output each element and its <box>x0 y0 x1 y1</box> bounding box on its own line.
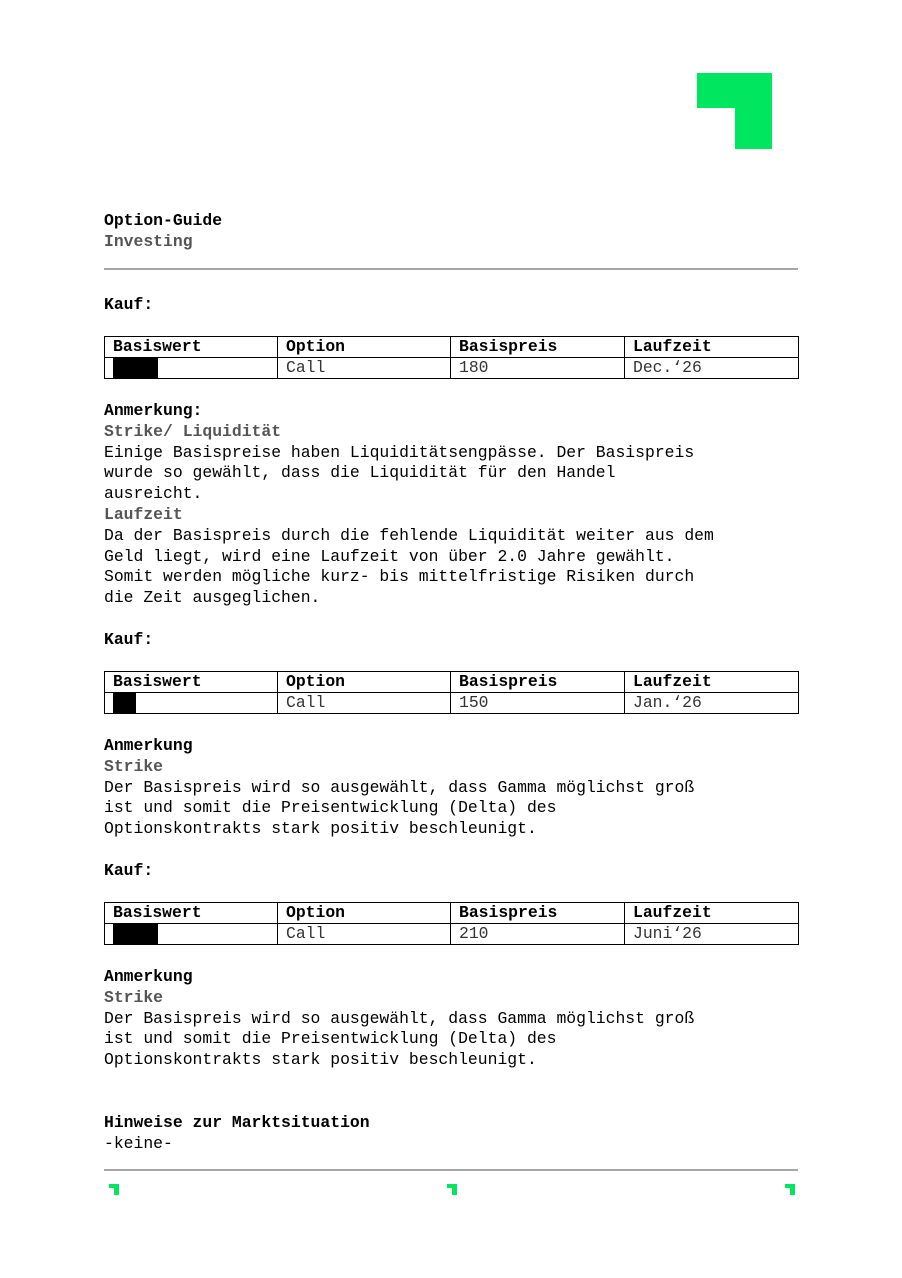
document-title: Option-Guide <box>104 211 223 230</box>
logo-shape <box>697 73 772 149</box>
trade-1-table <box>104 336 799 379</box>
option-cell: Call <box>278 693 451 714</box>
table-row <box>105 358 799 379</box>
note-line: die Zeit ausgeglichen. <box>104 588 321 608</box>
table-row <box>105 693 799 714</box>
note-heading: Anmerkung <box>104 967 193 986</box>
note-subheading: Strike/ Liquidität <box>104 421 282 441</box>
trade-2-label: Kauf: <box>104 630 154 649</box>
header-option: Option <box>278 337 451 358</box>
document-subtitle: Investing <box>104 232 193 251</box>
redacted-underlying <box>113 924 158 944</box>
trade-1-label: Kauf: <box>104 295 154 314</box>
trade-3-table <box>104 902 799 945</box>
note-line: wurde so gewählt, dass die Liquidität für den Handel <box>104 463 616 483</box>
trade-2-note <box>104 736 694 840</box>
strike-cell: 180 <box>451 358 625 379</box>
brand-logo <box>697 73 772 149</box>
note-line: ausreicht. <box>104 484 203 504</box>
note-line: Optionskontrakts stark positiv beschleunigt. <box>104 819 537 839</box>
basiswert-cell <box>105 924 278 945</box>
footer-mark-center <box>447 1184 457 1195</box>
basiswert-cell <box>105 693 278 714</box>
note-line: Der Basispreis wird so ausgewählt, dass Gamma möglichst groß <box>104 777 695 797</box>
header-option: Option <box>278 903 451 924</box>
note-subheading: Laufzeit <box>104 504 183 524</box>
header-basispreis: Basispreis <box>451 903 625 924</box>
note-heading: Anmerkung <box>104 736 193 755</box>
trade-1-note <box>104 401 714 609</box>
table-header-row <box>105 337 799 358</box>
trade-2-table <box>104 671 799 714</box>
table-header-row <box>105 903 799 924</box>
header-basiswert: Basiswert <box>105 337 278 358</box>
header-basispreis: Basispreis <box>451 337 625 358</box>
option-cell: Call <box>278 924 451 945</box>
note-heading: Anmerkung: <box>104 401 203 420</box>
note-line: Da der Basispreis durch die fehlende Liquidität weiter aus dem <box>104 525 714 545</box>
trade-3-label: Kauf: <box>104 861 154 880</box>
trade-3-note <box>104 967 694 1071</box>
footer-divider <box>104 1169 798 1171</box>
redacted-underlying <box>113 693 136 713</box>
header-laufzeit: Laufzeit <box>625 903 799 924</box>
strike-cell: 150 <box>451 693 625 714</box>
header-basiswert: Basiswert <box>105 672 278 693</box>
note-subheading: Strike <box>104 987 164 1007</box>
note-line: Optionskontrakts stark positiv beschleunigt. <box>104 1050 537 1070</box>
note-line: Der Basispreis wird so ausgewählt, dass Gamma möglichst groß <box>104 1008 695 1028</box>
header-basiswert: Basiswert <box>105 903 278 924</box>
expiry-cell: Dec.‘26 <box>625 358 799 379</box>
note-line: Somit werden mögliche kurz- bis mittelfristige Risiken durch <box>104 567 695 587</box>
note-subheading: Strike <box>104 756 164 776</box>
market-heading: Hinweise zur Marktsituation <box>104 1113 370 1132</box>
option-cell: Call <box>278 358 451 379</box>
expiry-cell: Jan.‘26 <box>625 693 799 714</box>
footer-mark-right <box>785 1184 795 1195</box>
note-line: Geld liegt, wird eine Laufzeit von über 2.0 Jahre gewählt. <box>104 546 675 566</box>
redacted-underlying <box>113 358 158 378</box>
header-divider <box>104 268 798 270</box>
note-line: ist und somit die Preisentwicklung (Delta) des <box>104 1029 557 1049</box>
header-laufzeit: Laufzeit <box>625 672 799 693</box>
basiswert-cell <box>105 358 278 379</box>
header-laufzeit: Laufzeit <box>625 337 799 358</box>
strike-cell: 210 <box>451 924 625 945</box>
note-line: Einige Basispreise haben Liquiditätsengpässe. Der Basispreis <box>104 442 695 462</box>
footer-mark-left <box>109 1184 119 1195</box>
expiry-cell: Juni‘26 <box>625 924 799 945</box>
market-text: -keine- <box>104 1134 173 1153</box>
header-option: Option <box>278 672 451 693</box>
header-basispreis: Basispreis <box>451 672 625 693</box>
table-row <box>105 924 799 945</box>
note-line: ist und somit die Preisentwicklung (Delta) des <box>104 798 557 818</box>
table-header-row <box>105 672 799 693</box>
